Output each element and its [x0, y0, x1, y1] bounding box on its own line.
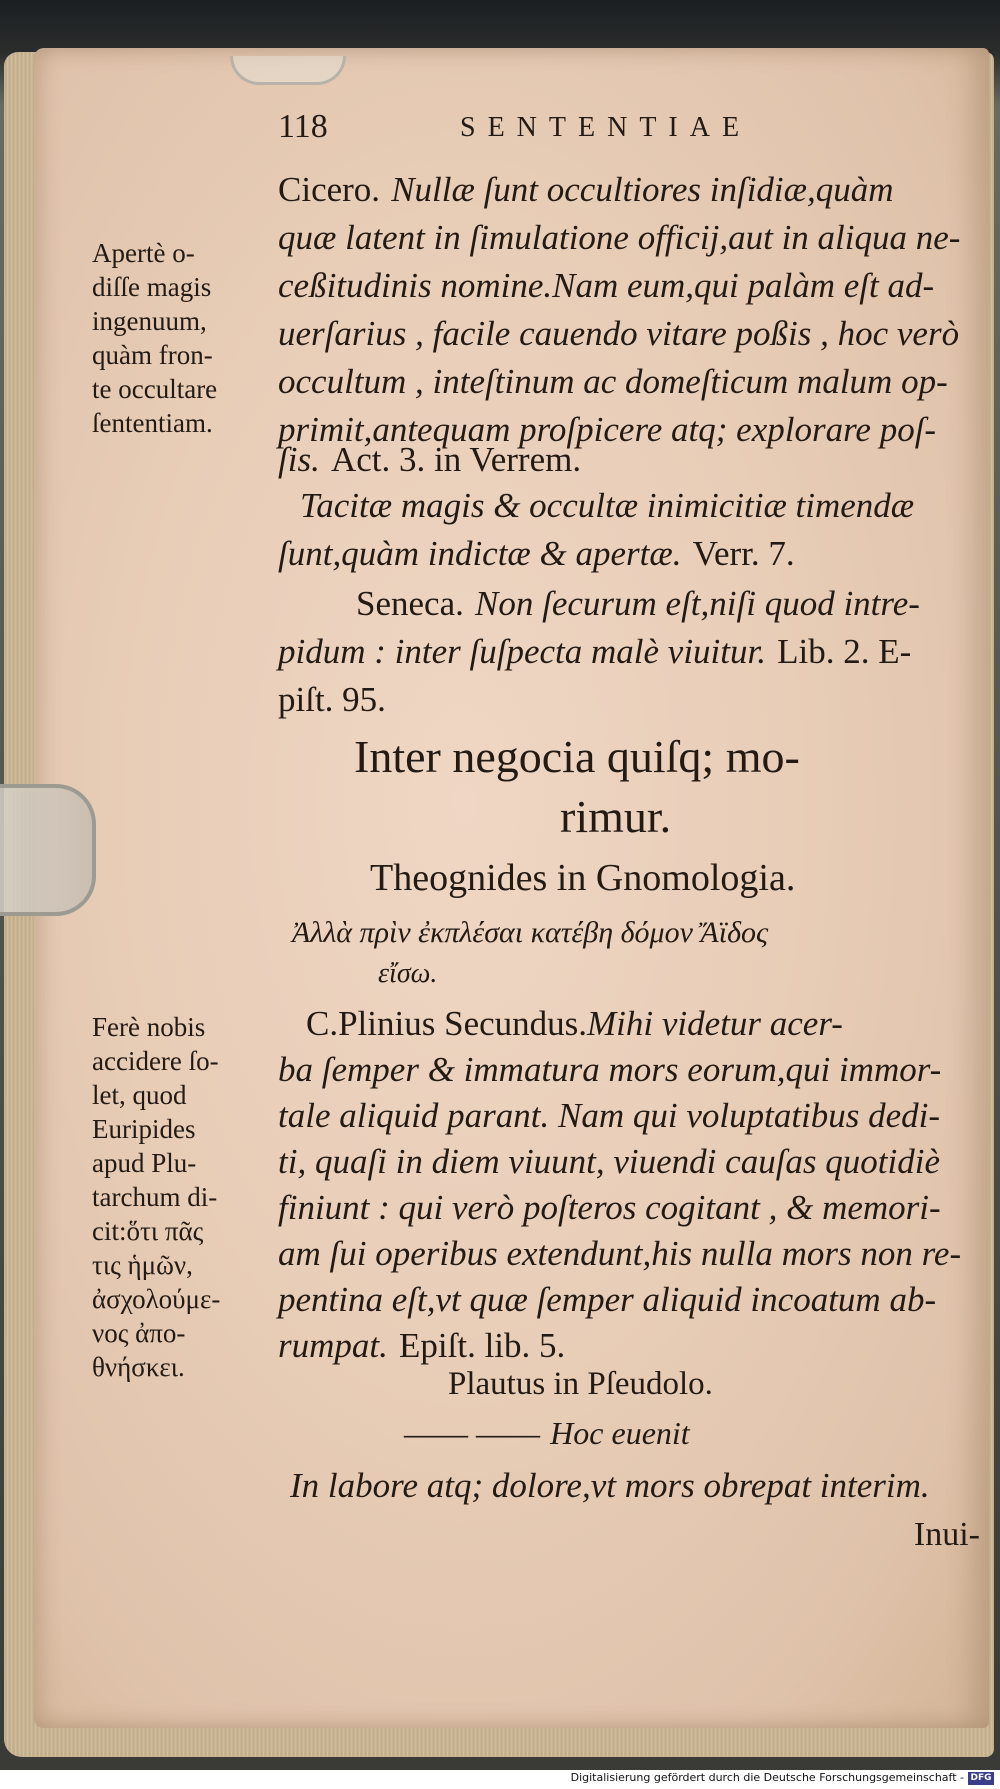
- greek-quote: Ἀλλὰ πρὶν ἐκπλέσαι κατέβη δόμον Ἄϊδος: [292, 916, 769, 949]
- margin-note-line: θνήσκει.: [92, 1352, 185, 1382]
- margin-note-line: Euripides: [92, 1114, 196, 1144]
- quote-line: uerſarius , facile cauendo vitare poßis , hoc verò: [278, 314, 960, 353]
- text-line: [278, 170, 894, 210]
- page-marker-tab: [0, 784, 96, 916]
- quote-text: pidum : inter ſuſpecta malè viuitur.: [278, 632, 766, 671]
- quote-line: quæ latent in ſimulatione officij,aut in aliqua ne-: [278, 218, 961, 257]
- quote-line: tale aliquid parant. Nam qui voluptatibus dedi-: [278, 1096, 941, 1135]
- quote-line: ba ſemper & immatura mors eorum,qui immor-: [278, 1050, 942, 1089]
- ellipsis-dashes: —— ——: [404, 1415, 540, 1451]
- quote-line: finiunt : qui verò poſteros cogitant , & memori-: [278, 1188, 941, 1227]
- text-line: [278, 1326, 565, 1366]
- quote-line: Tacitæ magis & occultæ inimicitiæ timendæ: [300, 486, 915, 525]
- citation: Epiſt. lib. 5.: [399, 1326, 566, 1365]
- section-heading: Inter negocia quiſq; mo-: [354, 731, 800, 782]
- margin-note-line: cit:ὅτι πᾶς: [92, 1216, 204, 1246]
- margin-note-line: diſſe magis: [92, 272, 212, 302]
- quote-text: Nullæ ſunt occultiores inſidiæ,quàm: [391, 170, 894, 209]
- section-heading: rimur.: [560, 791, 672, 842]
- margin-note-line: Apertè o-: [92, 238, 195, 268]
- quote-text: Non ſecurum eſt,niſi quod intre-: [475, 584, 920, 623]
- running-title: SENTENTIAE: [460, 112, 752, 143]
- quote-text: rumpat.: [278, 1326, 388, 1365]
- greek-quote: εἴσω.: [378, 958, 438, 989]
- citation: piſt. 95.: [278, 680, 386, 719]
- text-line: [278, 632, 911, 672]
- citation: Lib. 2. E-: [777, 632, 912, 671]
- margin-note-line: quàm fron-: [92, 340, 213, 370]
- quote-line: primit,antequam proſpicere atq; explorare poſ-: [278, 410, 937, 449]
- quote-text: Mihi videtur acer-: [587, 1004, 843, 1043]
- quote-line: occultum , inteſtinum ac domeſticum malum op-: [278, 362, 948, 401]
- catchword: Inui-: [913, 1516, 980, 1553]
- margin-note-line: let, quod: [92, 1080, 187, 1110]
- text-line: [278, 440, 581, 480]
- margin-note-line: Ferè nobis: [92, 1012, 206, 1042]
- margin-note-line: accidere ſo-: [92, 1046, 219, 1076]
- margin-note-line: ingenuum,: [92, 306, 207, 336]
- dfg-logo: DFG: [968, 1772, 994, 1785]
- margin-note-line: ſententiam.: [92, 408, 213, 438]
- text-line: [404, 1414, 690, 1452]
- text-line: [278, 534, 795, 574]
- funding-credit: Digitalisierung gefördert durch die Deutsche Forschungsgemeinschaft -: [570, 1771, 964, 1784]
- author-name: Cicero.: [278, 170, 381, 209]
- author-name: Seneca.: [356, 584, 464, 623]
- quote-line: In labore atq; dolore,vt mors obrepat interim.: [290, 1466, 930, 1505]
- clip-ribbon: [230, 56, 346, 85]
- quote-line: am ſui operibus extendunt,his nulla mors non re-: [278, 1234, 962, 1273]
- margin-note-line: apud Plu-: [92, 1148, 197, 1178]
- quote-text: ſunt,quàm indictæ & apertæ.: [278, 534, 682, 573]
- text-line: [306, 1004, 843, 1044]
- source-reference: Plautus in Pſeudolo.: [448, 1366, 713, 1402]
- quote-text: ſis.: [278, 440, 320, 479]
- citation: Act. 3. in Verrem.: [330, 440, 582, 479]
- margin-note-line: νος ἀπο-: [92, 1318, 186, 1348]
- citation: Verr. 7.: [692, 534, 795, 573]
- margin-note-line: te occultare: [92, 374, 218, 404]
- quote-line: ceßitudinis nomine.Nam eum,qui palàm eſt ad-: [278, 266, 935, 305]
- margin-note-line: τις ἡμῶν,: [92, 1250, 193, 1280]
- margin-note-line: ἀσχολούμε-: [92, 1284, 221, 1314]
- page-number: 118: [278, 108, 328, 145]
- text-line: [356, 584, 920, 624]
- author-name: C.Plinius Secundus.: [306, 1004, 588, 1043]
- source-reference: Theognides in Gnomologia.: [370, 857, 796, 899]
- margin-note-line: tarchum di-: [92, 1182, 218, 1212]
- quote-text: Hoc euenit: [550, 1415, 690, 1451]
- quote-line: pentina eſt,vt quæ ſemper aliquid incoatum ab-: [278, 1280, 937, 1319]
- quote-line: ti, quaſi in diem viuunt, viuendi cauſas quotidiè: [278, 1142, 940, 1181]
